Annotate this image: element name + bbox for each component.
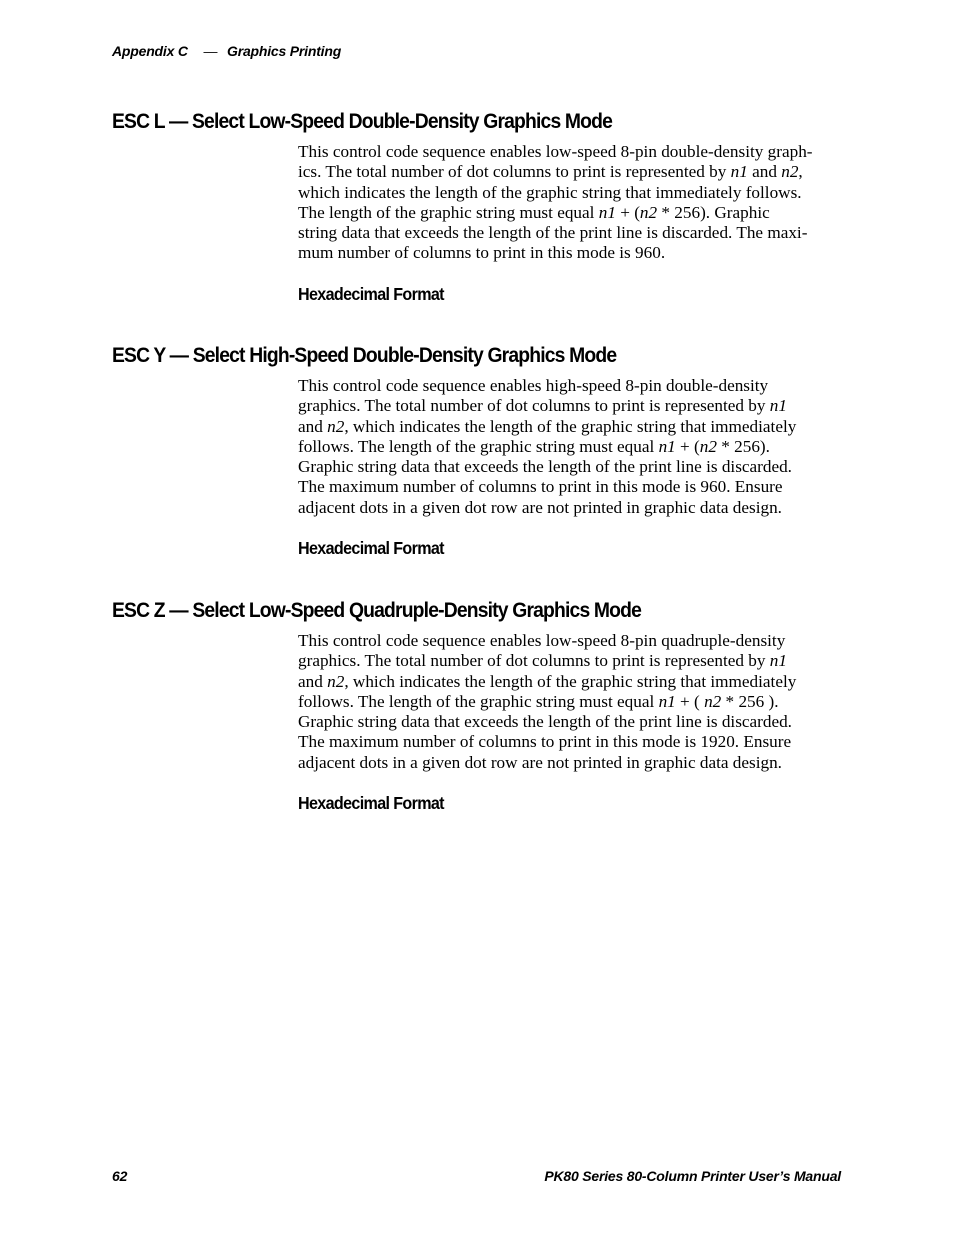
section-body: [298, 376, 843, 518]
body-line: This control code sequence enables low-speed 8-pin double-density graph-: [298, 142, 813, 161]
running-head: [112, 43, 341, 59]
section-body: [298, 631, 843, 773]
body-line: which indicates the length of the graphic string that immediately follows.: [298, 182, 802, 202]
section-heading: ESC L — Select Low-Speed Double-Density Graphics Mode: [112, 110, 613, 133]
hexadecimal-format-subheading: Hexadecimal Format: [298, 283, 444, 304]
body-line: follows. The length of the graphic string must equal n1 + (n2 * 256).: [298, 436, 770, 456]
manual-title: PK80 Series 80-Column Printer User’s Manual: [544, 1168, 841, 1184]
body-line: mum number of columns to print in this mode is 960.: [298, 243, 666, 263]
body-line: The length of the graphic string must equal n1 + (n2 * 256). Graphic: [298, 202, 770, 222]
body-line: ics. The total number of dot columns to print is represented by n1 and n2,: [298, 162, 803, 182]
section-esc-l: [112, 110, 842, 305]
hexadecimal-format-subheading: Hexadecimal Format: [298, 793, 444, 814]
section-heading: ESC Y — Select High-Speed Double-Density Graphics Mode: [112, 344, 617, 367]
body-line: Graphic string data that exceeds the length of the print line is discarded.: [298, 712, 792, 732]
body-line: and n2, which indicates the length of the graphic string that immediately: [298, 416, 797, 436]
body-line: Graphic string data that exceeds the length of the print line is discarded.: [298, 457, 792, 477]
body-line: adjacent dots in a given dot row are not printed in graphic data design.: [298, 752, 782, 772]
body-line: string data that exceeds the length of the print line is discarded. The maxi-: [298, 223, 808, 243]
body-line: This control code sequence enables low-speed 8-pin quadruple-density: [298, 631, 786, 650]
body-line: The maximum number of columns to print in this mode is 1920. Ensure: [298, 732, 792, 752]
section-esc-z: [112, 599, 842, 814]
section-body: [298, 142, 843, 264]
body-line: graphics. The total number of dot columns to print is represented by n1: [298, 396, 787, 416]
chapter-title: Graphics Printing: [227, 43, 342, 59]
body-line: adjacent dots in a given dot row are not printed in graphic data design.: [298, 497, 782, 517]
body-line: The maximum number of columns to print in this mode is 960. Ensure: [298, 477, 783, 497]
body-line: follows. The length of the graphic string must equal n1 + ( n2 * 256 ).: [298, 691, 779, 711]
hexadecimal-format-subheading: Hexadecimal Format: [298, 538, 444, 559]
body-line: This control code sequence enables high-speed 8-pin double-density: [298, 376, 769, 395]
section-esc-y: [112, 344, 842, 559]
body-line: and n2, which indicates the length of the graphic string that immediately: [298, 671, 797, 691]
chapter-label: Appendix C: [112, 43, 188, 59]
running-head-separator: —: [203, 43, 218, 59]
section-heading: ESC Z — Select Low-Speed Quadruple-Density Graphics Mode: [112, 599, 642, 622]
page-number: 62: [112, 1168, 128, 1184]
body-line: graphics. The total number of dot columns to print is represented by n1: [298, 651, 787, 671]
